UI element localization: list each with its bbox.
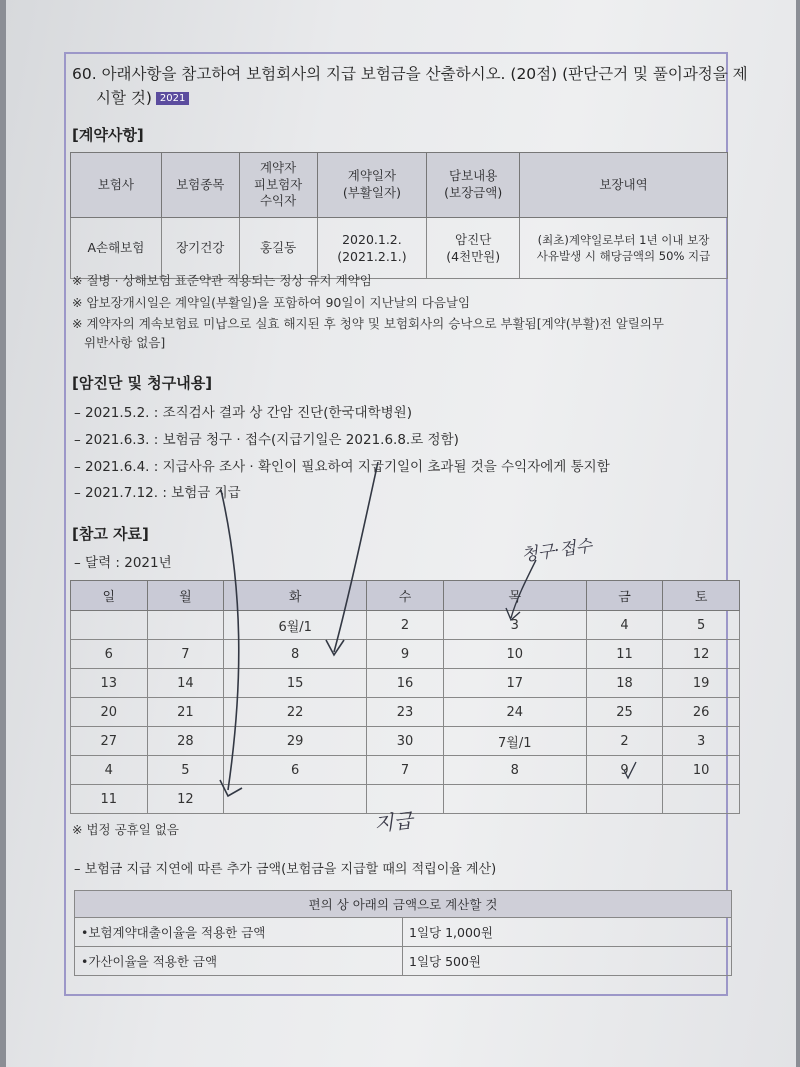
contract-header-cell: 계약자 피보험자 수익자 [239,153,317,218]
calendar-day-cell: 14 [147,669,224,698]
calendar-day-cell: 9 [367,640,444,669]
calendar-weekday-header: 금 [586,581,663,611]
calendar-day-cell: 19 [663,669,740,698]
contract-header-cell: 보험사 [71,153,162,218]
extra-amount-header: 편의 상 아래의 금액으로 계산할 것 [75,891,732,918]
contract-cell: (최초)계약일로부터 1년 이내 보장 사유발생 시 해당금액의 50% 지급 [520,218,728,279]
calendar-day-cell: 30 [367,727,444,756]
calendar-day-cell: 29 [224,727,367,756]
calendar-day-cell: 20 [71,698,148,727]
calendar-day-cell: 8 [443,756,586,785]
contract-cell: 2020.1.2. (2021.2.1.) [317,218,427,279]
calendar-day-cell: 13 [71,669,148,698]
calendar-label: – 달력 : 2021년 [74,555,172,571]
calendar-day-cell: 7 [147,640,224,669]
calendar-day-cell: 5 [663,611,740,640]
contract-header-cell: 보장내역 [520,153,728,218]
calendar-day-cell: 10 [663,756,740,785]
reference-section-title: [참고 자료] [72,525,149,543]
calendar-day-cell: 15 [224,669,367,698]
calendar-day-cell: 16 [367,669,444,698]
contract-header-cell: 담보내용 (보장금액) [427,153,520,218]
contract-cell: 장기건강 [161,218,239,279]
calendar-day-cell: 7 [367,756,444,785]
calendar-day-cell: 3 [663,727,740,756]
calendar-day-cell: 6월/1 [224,611,367,640]
contract-cell: 암진단 (4천만원) [427,218,520,279]
calendar-weekday-header: 화 [224,581,367,611]
calendar-day-cell: 18 [586,669,663,698]
extra-amount-value: 1일당 500원 [403,947,732,976]
contract-section-title: [계약사항] [72,126,144,144]
extra-amount-title: – 보험금 지급 지연에 따른 추가 금액(보험금을 지급할 때의 적립이율 계산) [74,862,497,877]
calendar-day-cell: 11 [586,640,663,669]
calendar-day-cell: 12 [663,640,740,669]
calendar-day-cell: 2 [586,727,663,756]
question-text-line1: 60. 아래사항을 참고하여 보험회사의 지급 보험금을 산출하시오. (20점) (판단근거 및 풀이과정을 제 [72,65,748,83]
calendar-day-cell: 11 [71,785,148,814]
extra-amount-value: 1일당 1,000원 [403,918,732,947]
calendar-day-cell: 24 [443,698,586,727]
calendar-day-cell: 3 [443,611,586,640]
calendar-day-cell: 6 [224,756,367,785]
textbook-page [6,0,796,1067]
calendar-weekday-header: 일 [71,581,148,611]
calendar-day-cell: 9 [586,756,663,785]
diagnosis-item: – 2021.5.2. : 조직검사 결과 상 간암 진단(한국대학병원) [74,405,412,421]
extra-amount-label: •가산이율을 적용한 금액 [75,947,403,976]
calendar-day-cell: 4 [586,611,663,640]
contract-header-cell: 계약일자 (부활일자) [317,153,427,218]
contract-cell: 홍길동 [239,218,317,279]
note-line: ※ 질병 · 상해보험 표준약관 적용되는 정상 유지 계약임 [72,273,372,288]
contract-header-cell: 보험종목 [161,153,239,218]
calendar-weekday-header: 월 [147,581,224,611]
calendar-day-cell: 6 [71,640,148,669]
note-line: 위반사항 없음] [84,335,166,350]
calendar-day-cell: 5 [147,756,224,785]
diagnosis-item: – 2021.6.4. : 지급사유 조사 · 확인이 필요하여 지급기일이 초과될 것을 수익자에게 통지함 [74,459,610,475]
calendar-day-cell: 17 [443,669,586,698]
calendar-day-cell: 23 [367,698,444,727]
handwritten-claim-note: 청구·접수 [520,536,594,566]
holiday-note: ※ 법정 공휴일 없음 [72,822,179,837]
calendar-weekday-header: 토 [663,581,740,611]
handwritten-arrows [6,0,796,1067]
calendar-day-cell: 27 [71,727,148,756]
calendar-weekday-header: 목 [443,581,586,611]
note-line: ※ 계약자의 계속보험료 미납으로 실효 해지된 후 청약 및 보험회사의 승낙으로 부활됨[계약(부활)전 알릴의무 [72,316,665,331]
calendar-weekday-header: 수 [367,581,444,611]
calendar-day-cell: 28 [147,727,224,756]
calendar-day-cell: 2 [367,611,444,640]
calendar-day-cell: 22 [224,698,367,727]
year-badge: 2021 [156,92,189,105]
handwritten-payment-note: 지급 [373,808,414,836]
calendar-day-cell: 10 [443,640,586,669]
calendar-day-cell: 26 [663,698,740,727]
calendar-day-cell: 21 [147,698,224,727]
contract-cell: A손해보험 [71,218,162,279]
calendar-day-cell: 7월/1 [443,727,586,756]
question-text-line2-label: 시할 것) [96,89,152,107]
diagnosis-section-title: [암진단 및 청구내용] [72,374,213,392]
calendar-day-cell: 12 [147,785,224,814]
note-line: ※ 암보장개시일은 계약일(부활일)을 포함하여 90일이 지난날의 다음날임 [72,295,471,310]
extra-amount-label: •보험계약대출이율을 적용한 금액 [75,918,403,947]
diagnosis-item: – 2021.7.12. : 보험금 지급 [74,485,241,501]
calendar-day-cell: 4 [71,756,148,785]
diagnosis-item: – 2021.6.3. : 보험금 청구 · 접수(지급기일은 2021.6.8.로 정함) [74,432,459,448]
calendar-day-cell: 8 [224,640,367,669]
calendar-day-cell: 25 [586,698,663,727]
